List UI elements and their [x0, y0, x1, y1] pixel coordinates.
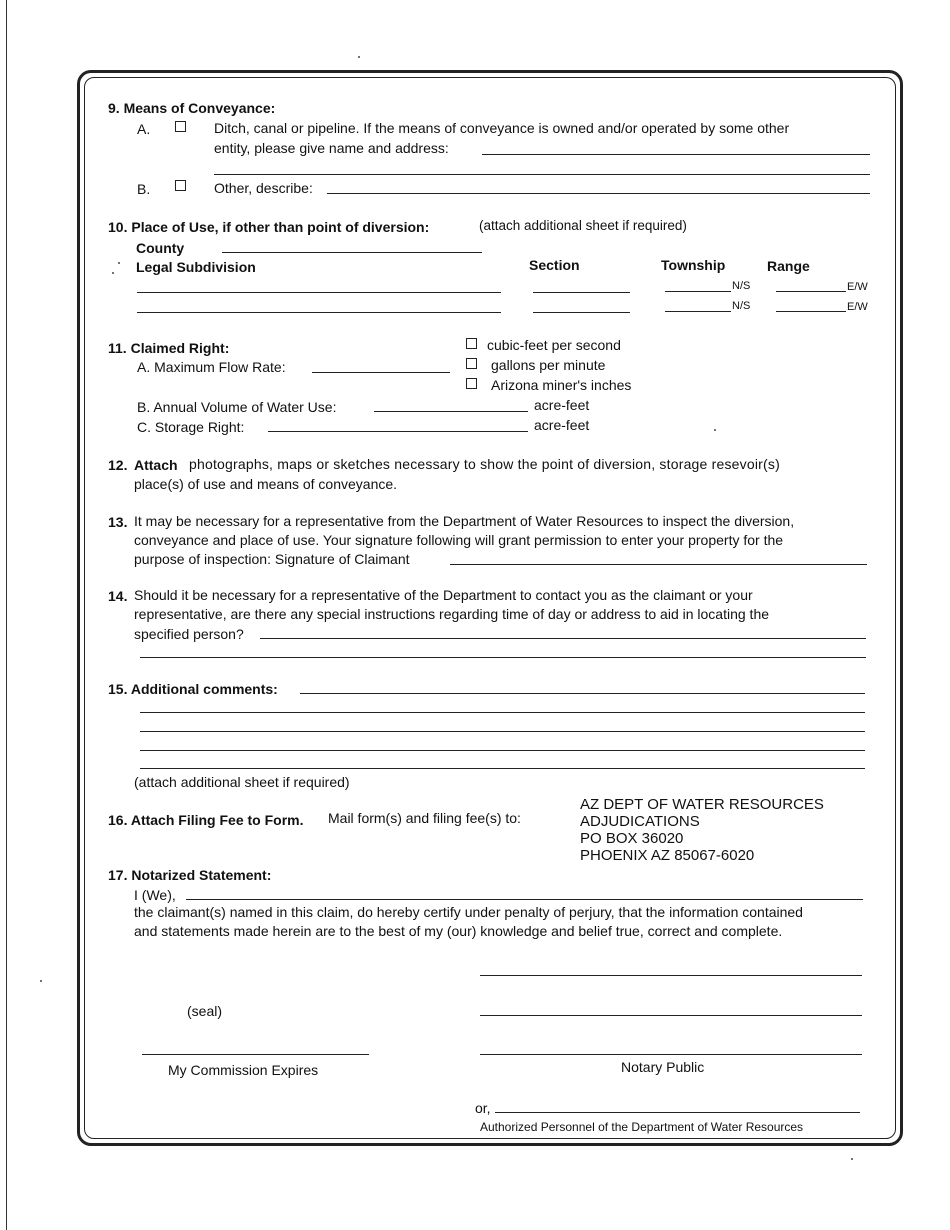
- township-field-1[interactable]: [665, 291, 731, 292]
- township-field-2[interactable]: [665, 311, 731, 312]
- claimant-signature-field[interactable]: [450, 564, 867, 565]
- certification-text-2: and statements made herein are to the best of my (our) knowledge and belief true, correct and complete.: [134, 923, 783, 939]
- section-14-number: 14.: [108, 588, 128, 604]
- comments-field-5[interactable]: [140, 768, 865, 769]
- annual-volume-label: B. Annual Volume of Water Use:: [137, 399, 337, 415]
- mail-address-line-2: ADJUDICATIONS: [580, 813, 700, 830]
- gpm-checkbox[interactable]: [466, 358, 477, 369]
- conveyance-entity-field-2[interactable]: [214, 174, 870, 175]
- comments-field-4[interactable]: [140, 750, 865, 751]
- certification-text-1: the claimant(s) named in this claim, do hereby certify under penalty of perjury, that the information contained: [134, 904, 803, 920]
- section-9a-text-2: entity, please give name and address:: [214, 140, 449, 156]
- section-16-text: Mail form(s) and filing fee(s) to:: [328, 810, 521, 826]
- section-15-title: 15. Additional comments:: [108, 681, 278, 697]
- mail-address-line-4: PHOENIX AZ 85067-6020: [580, 847, 755, 864]
- ew-label-2: E/W: [847, 301, 868, 313]
- section-field-2[interactable]: [533, 312, 630, 313]
- speck: [112, 272, 114, 274]
- section-9b-letter: B.: [137, 181, 151, 197]
- legal-subdivision-field-2[interactable]: [137, 312, 501, 313]
- comments-field-3[interactable]: [140, 731, 865, 732]
- miners-inches-checkbox[interactable]: [466, 378, 477, 389]
- township-col-label: Township: [661, 257, 726, 273]
- section-12-text: photographs, maps or sketches necessary to show the point of diversion, storage resevoir(s): [189, 456, 780, 472]
- county-label: County: [136, 240, 185, 256]
- signature-line-2[interactable]: [480, 1015, 862, 1016]
- commission-expires-field[interactable]: [142, 1054, 369, 1055]
- authorized-personnel-field[interactable]: [495, 1112, 860, 1113]
- section-13-number: 13.: [108, 514, 128, 530]
- range-field-2[interactable]: [776, 311, 846, 312]
- cfs-checkbox[interactable]: [466, 338, 477, 349]
- section-9b-text: Other, describe:: [214, 180, 313, 196]
- section-10-title: 10. Place of Use, if other than point of diversion:: [108, 219, 430, 235]
- section-12-bold: Attach: [134, 457, 178, 473]
- other-describe-field[interactable]: [327, 193, 870, 194]
- section-col-label: Section: [529, 257, 580, 273]
- county-field[interactable]: [222, 252, 482, 253]
- section-12-text-2: place(s) of use and means of conveyance.: [134, 476, 398, 492]
- ew-label-1: E/W: [847, 281, 868, 293]
- speck: [358, 56, 360, 58]
- section-17-title: 17. Notarized Statement:: [108, 867, 272, 883]
- special-instructions-field[interactable]: [260, 638, 866, 639]
- max-flow-rate-field[interactable]: [312, 372, 450, 373]
- gpm-label: gallons per minute: [491, 357, 606, 373]
- section-9a-text: Ditch, canal or pipeline. If the means of conveyance is owned and/or operated by some other: [214, 120, 790, 136]
- claimant-names-label: I (We),: [134, 887, 176, 903]
- section-14-text-2: representative, are there any special instructions regarding time of day or address to aid in locating the: [134, 606, 770, 622]
- cfs-label: cubic-feet per second: [487, 337, 621, 353]
- speck: [40, 980, 42, 982]
- section-11-title: 11. Claimed Right:: [108, 340, 230, 356]
- range-field-1[interactable]: [776, 291, 846, 292]
- section-16-title: 16. Attach Filing Fee to Form.: [108, 812, 304, 828]
- section-15-note: (attach additional sheet if required): [134, 774, 350, 790]
- claimant-names-field[interactable]: [186, 899, 863, 900]
- conveyance-entity-field[interactable]: [482, 154, 870, 155]
- ditch-canal-checkbox[interactable]: [175, 121, 186, 132]
- storage-right-unit: acre-feet: [534, 417, 590, 433]
- range-col-label: Range: [767, 258, 810, 274]
- comments-field-2[interactable]: [140, 712, 865, 713]
- section-field-1[interactable]: [533, 292, 630, 293]
- notary-public-label: Notary Public: [621, 1059, 705, 1075]
- authorized-personnel-label: Authorized Personnel of the Department of Water Resources: [480, 1120, 804, 1134]
- mail-address-line-1: AZ DEPT OF WATER RESOURCES: [580, 796, 824, 813]
- page-left-edge: [6, 0, 7, 1230]
- legal-subdivision-field-1[interactable]: [137, 292, 501, 293]
- legal-subdivision-label: Legal Subdivision: [136, 259, 256, 275]
- commission-expires-label: My Commission Expires: [168, 1062, 319, 1078]
- annual-volume-unit: acre-feet: [534, 397, 590, 413]
- max-flow-rate-label: A. Maximum Flow Rate:: [137, 359, 286, 375]
- seal-label: (seal): [187, 1003, 223, 1019]
- section-13-text-1: It may be necessary for a representative from the Department of Water Resources to inspect the diversion,: [134, 513, 795, 529]
- other-conveyance-checkbox[interactable]: [175, 180, 186, 191]
- mail-address-line-3: PO BOX 36020: [580, 830, 684, 847]
- speck: [118, 262, 120, 264]
- section-10-note: (attach additional sheet if required): [479, 218, 687, 233]
- section-9a-letter: A.: [137, 121, 151, 137]
- annual-volume-field[interactable]: [374, 411, 528, 412]
- section-13-text-3: purpose of inspection: Signature of Claimant: [134, 551, 410, 567]
- special-instructions-field-2[interactable]: [140, 657, 866, 658]
- speck: [851, 1158, 853, 1160]
- section-13-text-2: conveyance and place of use. Your signature following will grant permission to enter your property for the: [134, 532, 784, 548]
- storage-right-label: C. Storage Right:: [137, 419, 245, 435]
- or-label: or,: [475, 1100, 491, 1116]
- section-9-title: 9. Means of Conveyance:: [108, 100, 276, 116]
- speck: [714, 429, 716, 431]
- ns-label-2: N/S: [732, 300, 751, 312]
- storage-right-field[interactable]: [268, 431, 528, 432]
- section-14-text-3: specified person?: [134, 626, 244, 642]
- ns-label-1: N/S: [732, 280, 751, 292]
- notary-public-field[interactable]: [480, 1054, 862, 1055]
- section-14-text-1: Should it be necessary for a representative of the Department to contact you as the claimant or your: [134, 587, 753, 603]
- section-12-number: 12.: [108, 457, 128, 473]
- signature-line-1[interactable]: [480, 975, 862, 976]
- comments-field-1[interactable]: [300, 693, 865, 694]
- miners-inches-label: Arizona miner's inches: [491, 377, 632, 393]
